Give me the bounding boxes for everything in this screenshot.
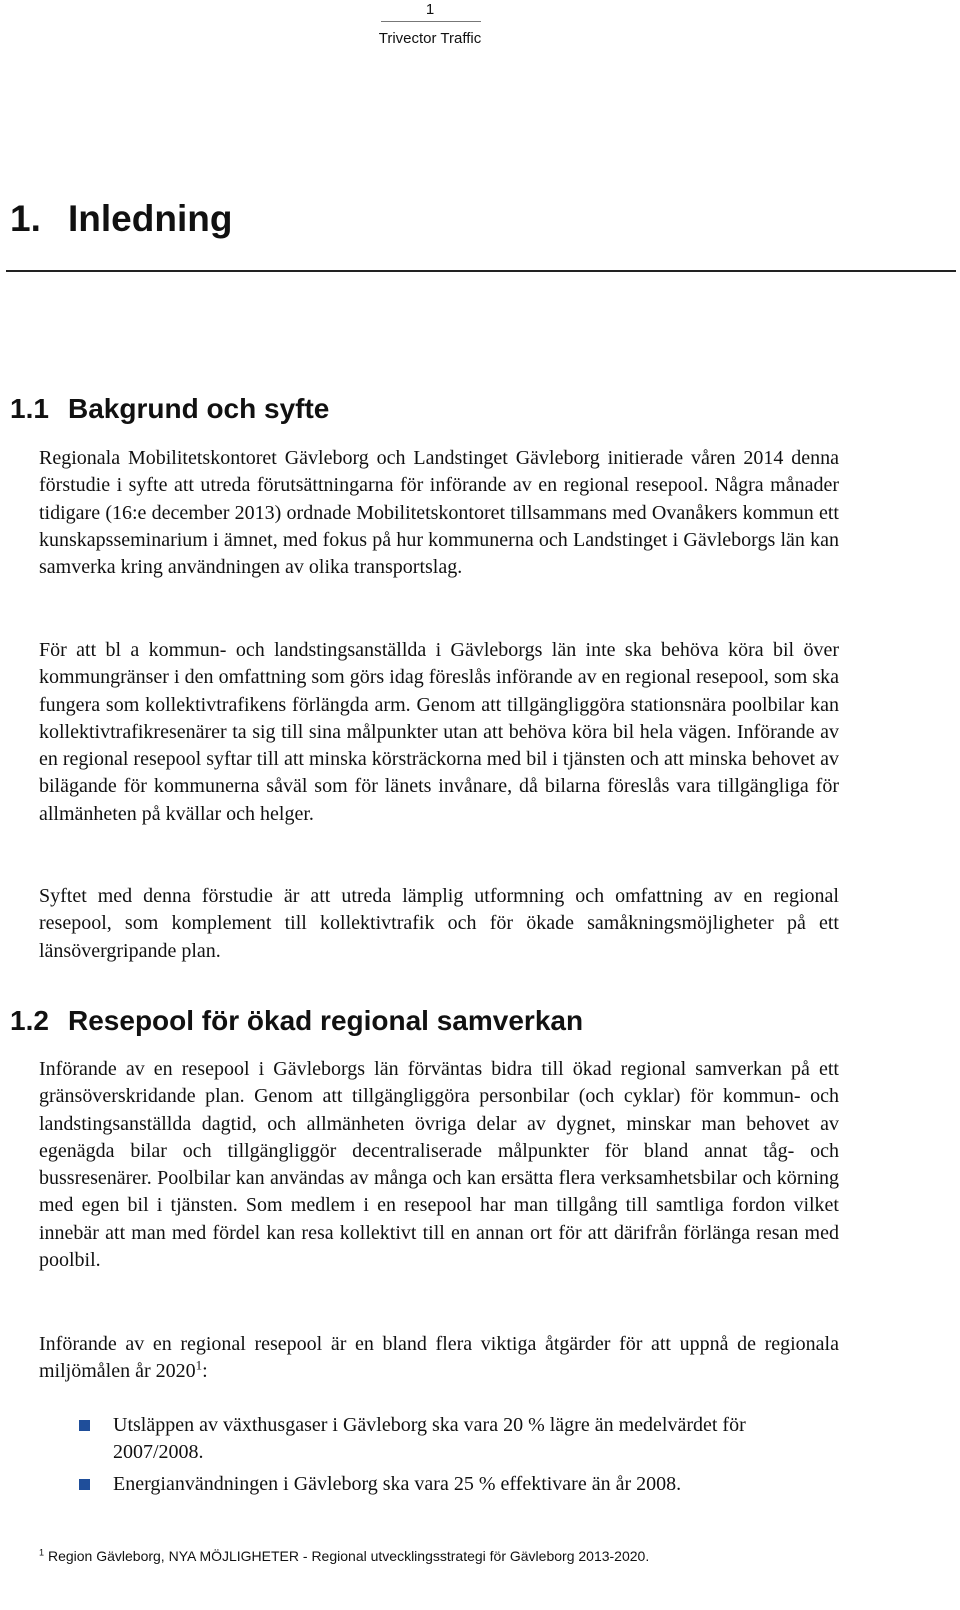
page-number: 1	[425, 1, 435, 18]
chapter-heading	[10, 197, 232, 241]
paragraph-purpose: Syftet med denna förstudie är att utreda lämplig utformning och omfattning av en regional resepool, som komplement till kollektivtrafik och för ökade samåkningsmöjligheter på ett länsövergripande plan.	[39, 885, 839, 962]
paragraph-background: Regionala Mobilitetskontoret Gävleborg och Landstinget Gävleborg initierade våren 2014 denna förstudie i syfte att utreda förutsättningarna för införande av en regional resepool. Några månader tidigare (16:e december 2013) ordnade Mobilitetskontoret tillsammans med Ovanåkers kommun ett kunskapsseminarium i ämnet, med fokus på hur kommunerna och Landstinget i Gävleborgs län kan samverka kring användningen av olika transportslag.	[39, 447, 839, 579]
company-name: Trivector Traffic	[378, 30, 482, 47]
square-bullet-icon	[79, 1479, 90, 1490]
section-title: Bakgrund och syfte	[68, 393, 330, 424]
section-heading-1-2	[10, 1004, 583, 1038]
section-number: 1.1	[10, 393, 49, 424]
paragraph-text: Införande av en regional resepool är en bland flera viktiga åtgärder för att uppnå de regionala miljömålen år 2020	[39, 1333, 839, 1383]
section-number: 1.2	[10, 1005, 49, 1036]
footnote-reference: 1	[195, 1357, 203, 1373]
header-rule	[381, 21, 481, 22]
goals-list	[39, 1412, 839, 1502]
list-item-text: Energianvändningen i Gävleborg ska vara 25 % effektivare än år 2008.	[113, 1472, 682, 1495]
chapter-rule	[6, 270, 956, 272]
paragraph-environmental-goals	[39, 1331, 839, 1386]
footnote	[39, 1546, 649, 1566]
list-item	[39, 1412, 839, 1467]
list-item-text: Utsläppen av växthusgaser i Gävleborg ska vara 20 % lägre än medelvärdet för 2007/2008.	[113, 1414, 746, 1464]
square-bullet-icon	[79, 1420, 90, 1431]
footnote-number: 1	[39, 1547, 45, 1558]
section-title: Resepool för ökad regional samverkan	[68, 1005, 584, 1036]
paragraph-proposal: För att bl a kommun- och landstingsanställda i Gävleborgs län inte ska behöva köra bil över kommungränser i den omfattning som görs idag föreslås införande av en regional resepool, som ska fungera som kollektivtrafikens förlängda arm. Genom att tillgängliggöra stationsnära poolbilar kan kollektivtrafikresenärer ta sig till sina målpunkter utan att behöva köra bil hela vägen. Införande av en regional resepool syftar till att minska körsträckorna med bil i tjänsten och att minska behovet av bilägande för kommunerna såväl som för länets invånare, då bilarna föreslås vara tillgängliga för allmänheten på kvällar och helger.	[39, 639, 839, 825]
chapter-number: 1.	[10, 198, 41, 239]
footnote-text: Region Gävleborg, NYA MÖJLIGHETER - Regional utvecklingsstrategi för Gävleborg 2013-2020.	[47, 1548, 650, 1564]
section-heading-1-1	[10, 392, 329, 426]
chapter-title: Inledning	[68, 198, 233, 239]
paragraph-end: :	[202, 1360, 208, 1383]
list-item	[39, 1471, 839, 1498]
paragraph-regional-cooperation: Införande av en resepool i Gävleborgs län förväntas bidra till ökad regional samverkan på ett gränsöverskridande plan. Genom att tillgängliggöra personbilar (och cyklar) för kommun- och landstingsanställda dagtid, och allmänheten övriga delar av dygnet, minskar man behovet av egenägda bilar och tillgängliggör decentraliserade målpunkter för bland annat tåg- och bussresenärer. Poolbilar kan användas av många och kan ersätta flera verksamhetsbilar och körning med egen bil i tjänsten. Som medlem i en resepool har man tillgång till samtliga fordon vilket innebär att man med fördel kan resa kollektivt till en annan ort för att därifrån förlänga resan med poolbil.	[39, 1058, 839, 1272]
